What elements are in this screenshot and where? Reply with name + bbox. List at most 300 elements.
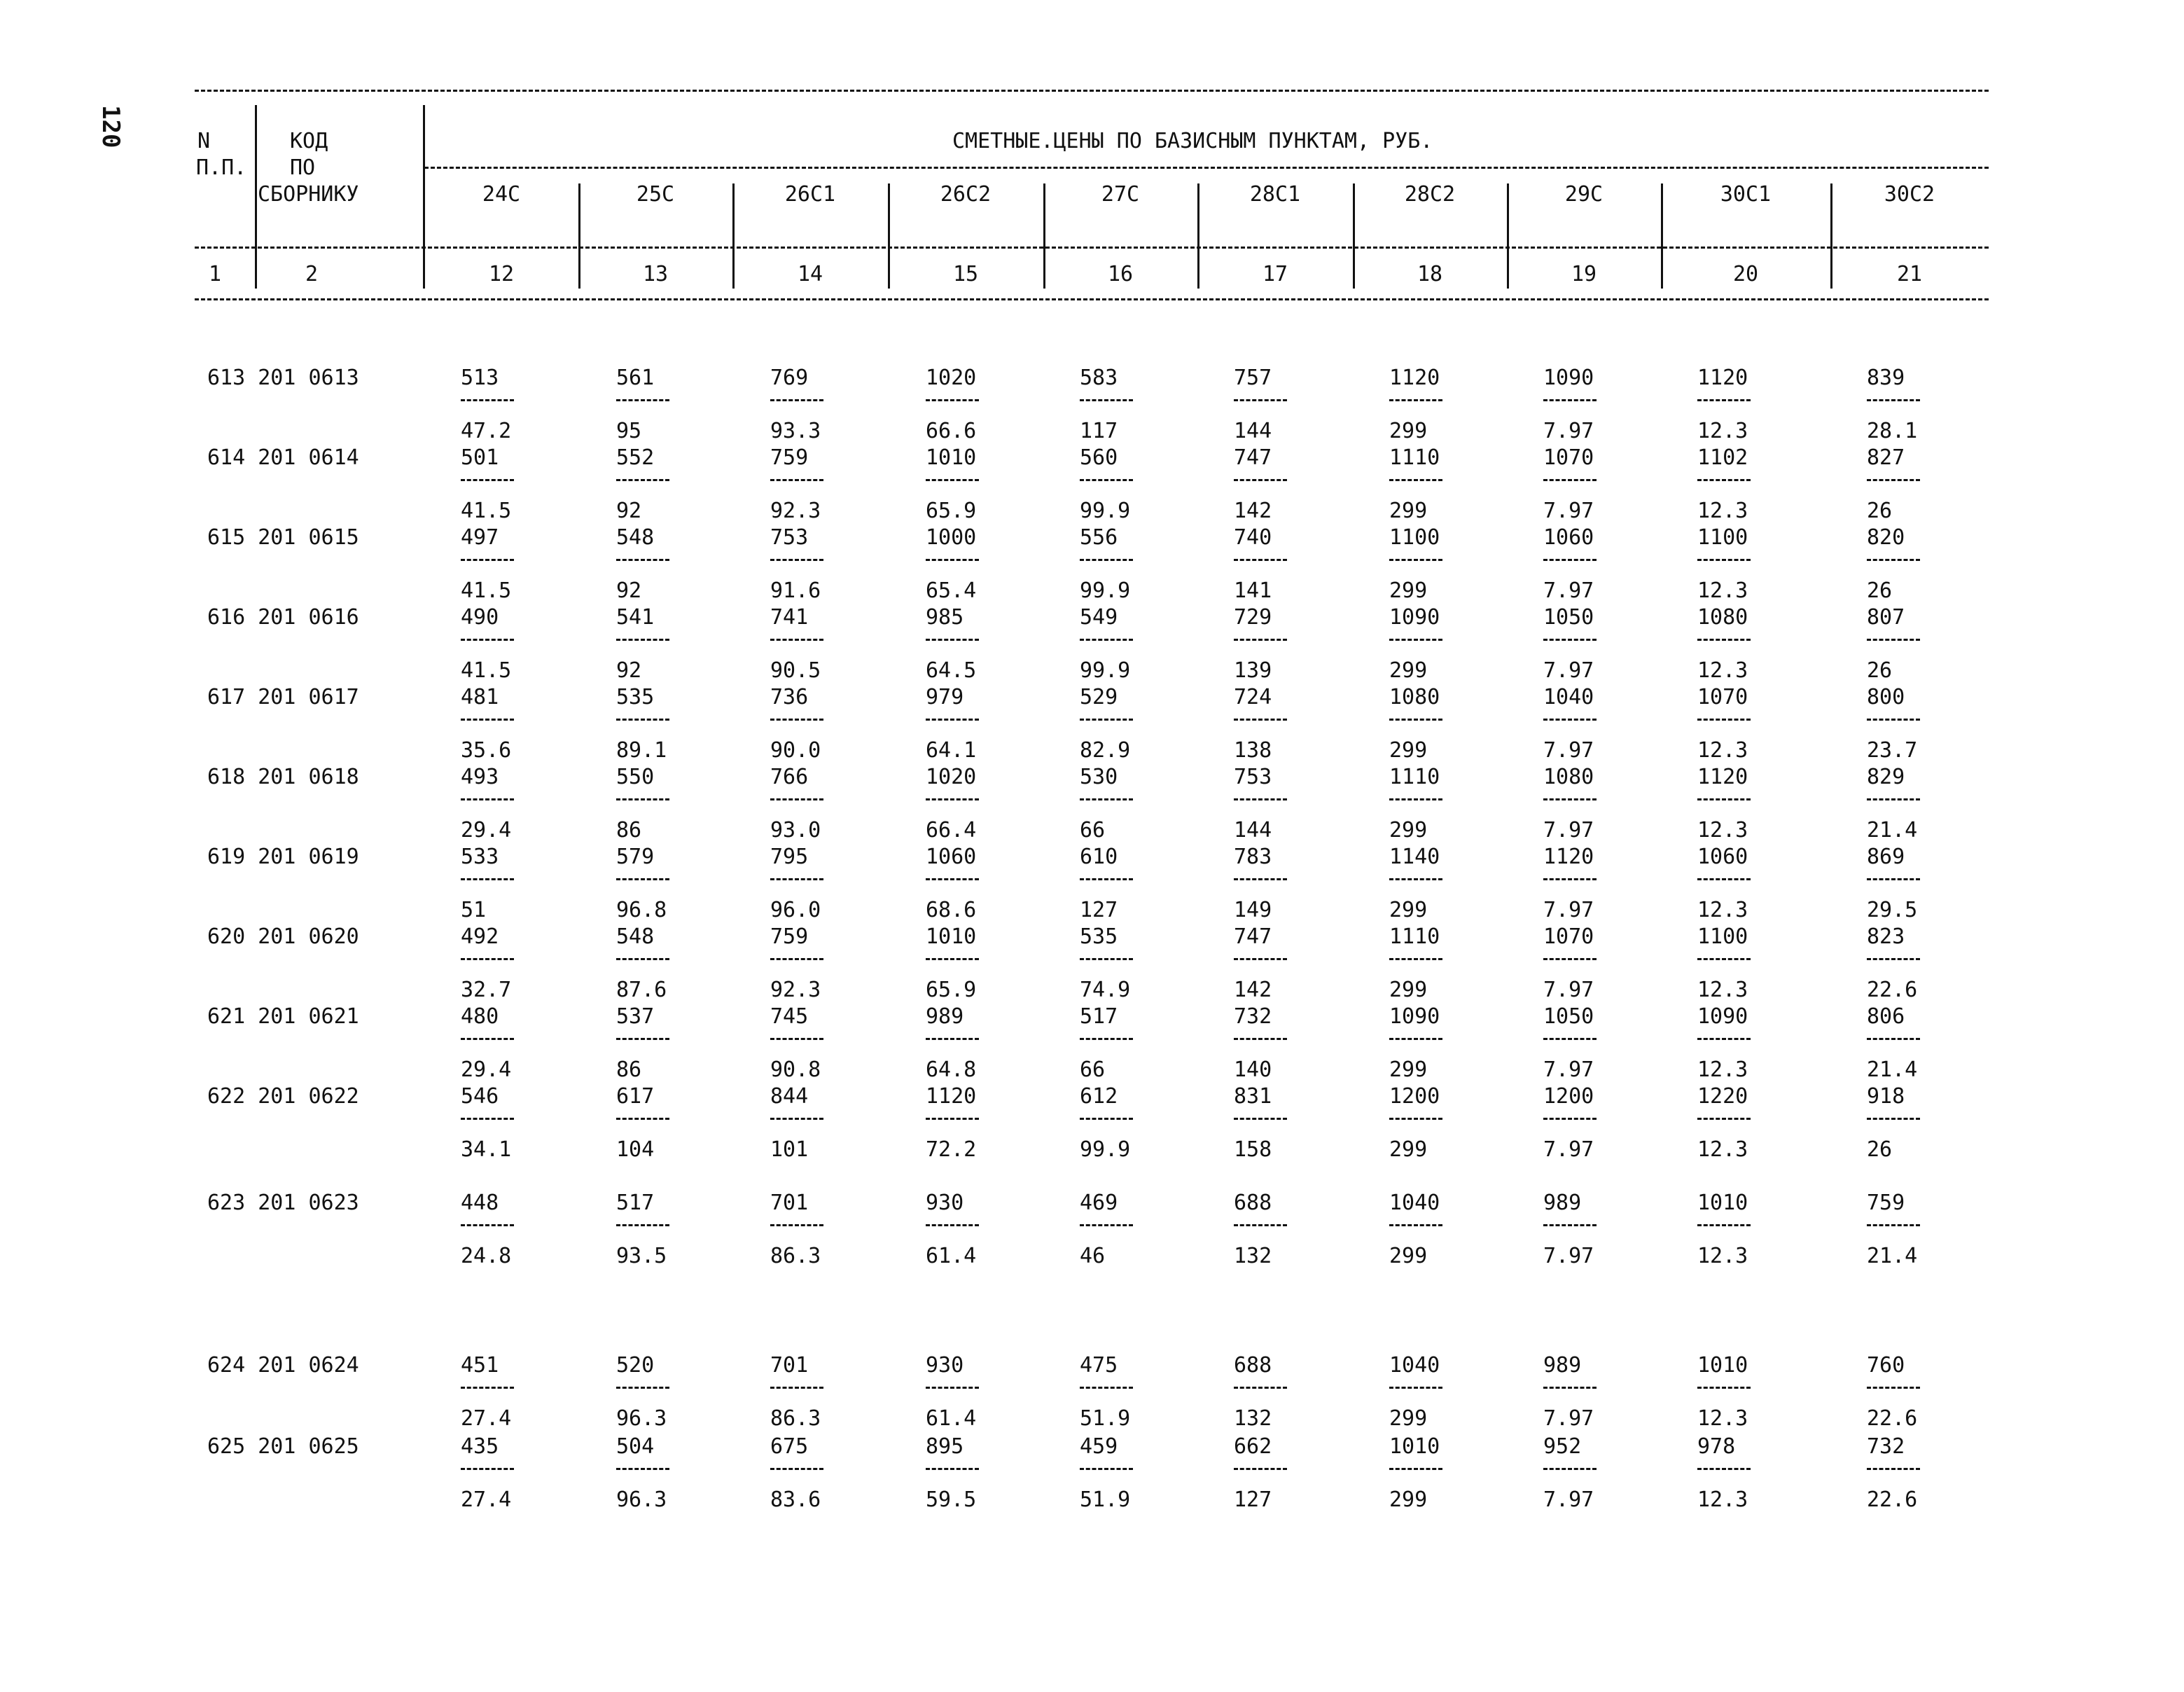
denominator-value: 64.8 <box>926 1058 977 1082</box>
fraction-line <box>1234 559 1287 561</box>
denominator-value: 51.9 <box>1080 1406 1131 1431</box>
denominator-value: 299 <box>1389 738 1428 763</box>
fraction-line <box>1543 399 1597 401</box>
denominator-value: 61.4 <box>926 1244 977 1268</box>
denominator-value: 21.4 <box>1867 1058 1918 1082</box>
fraction-line <box>1867 639 1920 641</box>
denominator-value: 96.0 <box>770 898 821 922</box>
fraction-line <box>1543 1468 1597 1470</box>
fraction-line <box>1080 1118 1133 1120</box>
column-header: 29С <box>1564 182 1604 207</box>
denominator-value: 12.3 <box>1697 578 1748 603</box>
numerator-value: 481 <box>461 685 499 709</box>
fraction-line <box>1080 479 1133 481</box>
fraction-line <box>770 1468 823 1470</box>
row-id: 619 201 0619 <box>207 845 359 869</box>
fraction-line <box>1234 878 1287 880</box>
numerator-value: 769 <box>770 366 809 390</box>
numerator-value: 979 <box>926 685 964 709</box>
numerator-value: 1080 <box>1389 685 1440 709</box>
fraction-line <box>1867 1038 1920 1040</box>
fraction-line <box>770 798 823 800</box>
denominator-value: 66.4 <box>926 818 977 842</box>
numerator-value: 806 <box>1867 1004 1905 1029</box>
numerator-value: 829 <box>1867 765 1905 789</box>
denominator-value: 138 <box>1234 738 1272 763</box>
fraction-line <box>616 1387 669 1389</box>
numerator-value: 827 <box>1867 445 1905 470</box>
fraction-line <box>461 798 514 800</box>
fraction-line <box>1697 1224 1751 1226</box>
denominator-value: 12.3 <box>1697 1406 1748 1431</box>
column-header: 26С1 <box>784 182 836 207</box>
fraction-line <box>1234 1224 1287 1226</box>
fraction-line <box>1543 958 1597 960</box>
numerator-value: 1100 <box>1697 924 1748 949</box>
numerator-value: 583 <box>1080 366 1118 390</box>
code-label-3: СБОРНИКУ <box>258 182 359 207</box>
numerator-value: 1120 <box>926 1084 977 1109</box>
denominator-value: 299 <box>1389 898 1428 922</box>
fraction-line <box>1389 479 1442 481</box>
numerator-value: 732 <box>1234 1004 1272 1029</box>
fraction-line <box>926 639 979 641</box>
column-header: 30С2 <box>1884 182 1935 207</box>
denominator-value: 93.0 <box>770 818 821 842</box>
fraction-line <box>770 878 823 880</box>
numerator-value: 1100 <box>1697 525 1748 550</box>
numerator-value: 529 <box>1080 685 1118 709</box>
fraction-line <box>926 1387 979 1389</box>
denominator-value: 90.8 <box>770 1058 821 1082</box>
denominator-value: 66 <box>1080 818 1106 842</box>
fraction-line <box>461 1038 514 1040</box>
numerator-value: 1120 <box>1697 765 1748 789</box>
fraction-line <box>1234 1468 1287 1470</box>
fraction-line <box>1389 559 1442 561</box>
numerator-value: 1090 <box>1697 1004 1748 1029</box>
fraction-line <box>926 399 979 401</box>
numerator-value: 1020 <box>926 366 977 390</box>
numerator-value: 1080 <box>1543 765 1594 789</box>
numerator-value: 561 <box>616 366 655 390</box>
prices-title-rule <box>424 167 1989 169</box>
numerator-value: 548 <box>616 924 655 949</box>
numerator-value: 612 <box>1080 1084 1118 1109</box>
fraction-line <box>926 958 979 960</box>
page-number: 120 <box>97 105 125 148</box>
denominator-value: 93.5 <box>616 1244 667 1268</box>
denominator-value: 26 <box>1867 658 1893 683</box>
numerator-value: 552 <box>616 445 655 470</box>
fraction-line <box>1389 878 1442 880</box>
fraction-line <box>926 1118 979 1120</box>
denominator-value: 7.97 <box>1543 978 1594 1002</box>
denominator-value: 24.8 <box>461 1244 512 1268</box>
denominator-value: 117 <box>1080 419 1118 443</box>
denominator-value: 23.7 <box>1867 738 1918 763</box>
sep-col <box>732 183 735 289</box>
numerator-value: 579 <box>616 845 655 869</box>
denominator-value: 7.97 <box>1543 898 1594 922</box>
numerator-value: 560 <box>1080 445 1118 470</box>
denominator-value: 7.97 <box>1543 1058 1594 1082</box>
denominator-value: 27.4 <box>461 1488 512 1512</box>
fraction-line <box>1543 1118 1597 1120</box>
fraction-line <box>1867 719 1920 721</box>
numerator-value: 475 <box>1080 1353 1118 1378</box>
denominator-value: 87.6 <box>616 978 667 1002</box>
numerator-value: 548 <box>616 525 655 550</box>
fraction-line <box>616 878 669 880</box>
numerator-value: 1040 <box>1543 685 1594 709</box>
denominator-value: 12.3 <box>1697 1137 1748 1162</box>
denominator-value: 41.5 <box>461 578 512 603</box>
fraction-line <box>1080 559 1133 561</box>
fraction-line <box>616 719 669 721</box>
numerator-value: 435 <box>461 1434 499 1459</box>
fraction-line <box>1867 1118 1920 1120</box>
numerator-value: 1010 <box>1389 1434 1440 1459</box>
numerator-value: 675 <box>770 1434 809 1459</box>
numerator-value: 517 <box>1080 1004 1118 1029</box>
denominator-value: 28.1 <box>1867 419 1918 443</box>
denominator-value: 299 <box>1389 1244 1428 1268</box>
fraction-line <box>1389 719 1442 721</box>
numerator-value: 501 <box>461 445 499 470</box>
denominator-value: 96.3 <box>616 1488 667 1512</box>
denominator-value: 82.9 <box>1080 738 1131 763</box>
denominator-value: 29.4 <box>461 1058 512 1082</box>
row-id: 613 201 0613 <box>207 366 359 390</box>
numerator-value: 918 <box>1867 1084 1905 1109</box>
numerator-value: 759 <box>770 924 809 949</box>
fraction-line <box>461 878 514 880</box>
denominator-value: 74.9 <box>1080 978 1131 1002</box>
fraction-line <box>616 1224 669 1226</box>
sep-col <box>1197 183 1199 289</box>
sep-col <box>888 183 890 289</box>
denominator-value: 91.6 <box>770 578 821 603</box>
fraction-line <box>1697 1468 1751 1470</box>
column-header: 24С <box>482 182 521 207</box>
fraction-line <box>1080 958 1133 960</box>
fraction-line <box>926 878 979 880</box>
numerator-value: 1010 <box>1697 1191 1748 1215</box>
fraction-line <box>461 1387 514 1389</box>
fraction-line <box>1389 1224 1442 1226</box>
denominator-value: 65.4 <box>926 578 977 603</box>
fraction-line <box>770 1387 823 1389</box>
numerator-value: 989 <box>926 1004 964 1029</box>
denominator-value: 7.97 <box>1543 1488 1594 1512</box>
numerator-value: 1050 <box>1543 1004 1594 1029</box>
numerator-value: 1110 <box>1389 765 1440 789</box>
row-id: 616 201 0616 <box>207 605 359 630</box>
denominator-value: 12.3 <box>1697 499 1748 523</box>
fraction-line <box>1867 479 1920 481</box>
fraction-line <box>1867 1224 1920 1226</box>
denominator-value: 7.97 <box>1543 1244 1594 1268</box>
fraction-line <box>770 399 823 401</box>
denominator-value: 299 <box>1389 1137 1428 1162</box>
numerator-value: 459 <box>1080 1434 1118 1459</box>
fraction-line <box>1080 1387 1133 1389</box>
fraction-line <box>461 1224 514 1226</box>
denominator-value: 12.3 <box>1697 978 1748 1002</box>
denominator-value: 7.97 <box>1543 499 1594 523</box>
numerator-value: 1110 <box>1389 445 1440 470</box>
numerator-value: 550 <box>616 765 655 789</box>
fraction-line <box>926 798 979 800</box>
fraction-line <box>1080 639 1133 641</box>
fraction-line <box>1543 719 1597 721</box>
numerator-value: 1040 <box>1389 1191 1440 1215</box>
denominator-value: 99.9 <box>1080 578 1131 603</box>
fraction-line <box>1080 1038 1133 1040</box>
numerator-value: 724 <box>1234 685 1272 709</box>
numerator-value: 469 <box>1080 1191 1118 1215</box>
numerator-value: 701 <box>770 1191 809 1215</box>
denominator-value: 12.3 <box>1697 898 1748 922</box>
numerator-value: 1090 <box>1389 605 1440 630</box>
numerator-value: 1060 <box>1543 525 1594 550</box>
numerator-value: 535 <box>616 685 655 709</box>
fraction-line <box>1867 878 1920 880</box>
fraction-line <box>1080 1224 1133 1226</box>
numerator-value: 662 <box>1234 1434 1272 1459</box>
fraction-line <box>616 958 669 960</box>
column-number: 16 <box>1107 262 1134 286</box>
numerator-value: 1102 <box>1697 445 1748 470</box>
column-number: 13 <box>642 262 669 286</box>
fraction-line <box>461 719 514 721</box>
denominator-value: 95 <box>616 419 642 443</box>
denominator-value: 12.3 <box>1697 1244 1748 1268</box>
denominator-value: 7.97 <box>1543 738 1594 763</box>
numerator-value: 617 <box>616 1084 655 1109</box>
denominator-value: 92.3 <box>770 978 821 1002</box>
numerator-value: 530 <box>1080 765 1118 789</box>
fraction-line <box>1697 479 1751 481</box>
denominator-value: 65.9 <box>926 499 977 523</box>
header-bottom-rule <box>195 298 1989 300</box>
numerator-value: 759 <box>770 445 809 470</box>
numerator-value: 930 <box>926 1353 964 1378</box>
column-number: 19 <box>1571 262 1597 286</box>
denominator-value: 7.97 <box>1543 1137 1594 1162</box>
numerator-value: 1060 <box>1697 845 1748 869</box>
denominator-value: 149 <box>1234 898 1272 922</box>
fraction-line <box>1697 1038 1751 1040</box>
sep-col <box>1507 183 1509 289</box>
fraction-line <box>461 639 514 641</box>
fraction-line <box>616 798 669 800</box>
numerator-value: 952 <box>1543 1434 1582 1459</box>
numerator-value: 451 <box>461 1353 499 1378</box>
numerator-value: 493 <box>461 765 499 789</box>
numerator-value: 490 <box>461 605 499 630</box>
fraction-line <box>1080 1468 1133 1470</box>
denominator-value: 7.97 <box>1543 419 1594 443</box>
column-number: 12 <box>488 262 515 286</box>
denominator-value: 92.3 <box>770 499 821 523</box>
fraction-line <box>1697 559 1751 561</box>
fraction-line <box>1389 1038 1442 1040</box>
sep-col <box>1830 183 1832 289</box>
fraction-line <box>770 1038 823 1040</box>
denominator-value: 64.1 <box>926 738 977 763</box>
denominator-value: 299 <box>1389 1488 1428 1512</box>
denominator-value: 299 <box>1389 818 1428 842</box>
numerator-value: 556 <box>1080 525 1118 550</box>
fraction-line <box>1080 399 1133 401</box>
column-header: 25С <box>636 182 675 207</box>
fraction-line <box>1543 479 1597 481</box>
denominator-value: 299 <box>1389 978 1428 1002</box>
denominator-value: 41.5 <box>461 499 512 523</box>
fraction-line <box>1234 479 1287 481</box>
denominator-value: 141 <box>1234 578 1272 603</box>
fraction-line <box>1389 1387 1442 1389</box>
denominator-value: 22.6 <box>1867 1488 1918 1512</box>
denominator-value: 64.5 <box>926 658 977 683</box>
fraction-line <box>1234 958 1287 960</box>
denominator-value: 21.4 <box>1867 818 1918 842</box>
row-id: 614 201 0614 <box>207 445 359 470</box>
fraction-line <box>461 958 514 960</box>
fraction-line <box>1234 1038 1287 1040</box>
denominator-value: 299 <box>1389 578 1428 603</box>
column-number: 18 <box>1417 262 1443 286</box>
numerator-value: 823 <box>1867 924 1905 949</box>
denominator-value: 12.3 <box>1697 1058 1748 1082</box>
numerator-value: 989 <box>1543 1191 1582 1215</box>
numerator-value: 1220 <box>1697 1084 1748 1109</box>
fraction-line <box>461 1468 514 1470</box>
numerator-value: 736 <box>770 685 809 709</box>
code-col-number: 2 <box>305 262 319 286</box>
denominator-value: 26 <box>1867 1137 1893 1162</box>
fraction-line <box>1697 639 1751 641</box>
fraction-line <box>1697 958 1751 960</box>
numerator-value: 760 <box>1867 1353 1905 1378</box>
numerator-value: 688 <box>1234 1353 1272 1378</box>
column-header: 28С1 <box>1249 182 1301 207</box>
denominator-value: 22.6 <box>1867 1406 1918 1431</box>
fraction-line <box>1867 559 1920 561</box>
denominator-value: 104 <box>616 1137 655 1162</box>
numerator-value: 1010 <box>926 445 977 470</box>
numerator-value: 1090 <box>1543 366 1594 390</box>
row-id: 617 201 0617 <box>207 685 359 709</box>
fraction-line <box>1543 1224 1597 1226</box>
sep-code <box>423 105 425 289</box>
fraction-line <box>1867 958 1920 960</box>
fraction-line <box>1867 798 1920 800</box>
row-id: 615 201 0615 <box>207 525 359 550</box>
denominator-value: 12.3 <box>1697 818 1748 842</box>
fraction-line <box>926 1038 979 1040</box>
numerator-value: 1000 <box>926 525 977 550</box>
fraction-line <box>616 1038 669 1040</box>
denominator-value: 12.3 <box>1697 658 1748 683</box>
column-number: 21 <box>1896 262 1923 286</box>
denominator-value: 86.3 <box>770 1406 821 1431</box>
fraction-line <box>1697 1118 1751 1120</box>
sep-col <box>1661 183 1663 289</box>
numerator-value: 504 <box>616 1434 655 1459</box>
numerator-value: 1080 <box>1697 605 1748 630</box>
fraction-line <box>461 479 514 481</box>
denominator-value: 96.3 <box>616 1406 667 1431</box>
fraction-line <box>1389 639 1442 641</box>
row-id: 622 201 0622 <box>207 1084 359 1109</box>
denominator-value: 46 <box>1080 1244 1106 1268</box>
denominator-value: 12.3 <box>1697 419 1748 443</box>
fraction-line <box>1867 1387 1920 1389</box>
denominator-value: 32.7 <box>461 978 512 1002</box>
fraction-line <box>1389 798 1442 800</box>
numerator-value: 513 <box>461 366 499 390</box>
code-label-1: КОД <box>290 129 328 153</box>
numerator-value: 1010 <box>1697 1353 1748 1378</box>
denominator-value: 35.6 <box>461 738 512 763</box>
numerator-value: 753 <box>1234 765 1272 789</box>
numerator-value: 783 <box>1234 845 1272 869</box>
fraction-line <box>926 719 979 721</box>
denominator-value: 92 <box>616 658 642 683</box>
denominator-value: 142 <box>1234 499 1272 523</box>
denominator-value: 12.3 <box>1697 1488 1748 1512</box>
fraction-line <box>616 479 669 481</box>
column-header: 27С <box>1101 182 1140 207</box>
fraction-line <box>616 1468 669 1470</box>
denominator-value: 99.9 <box>1080 499 1131 523</box>
fraction-line <box>1543 559 1597 561</box>
code-label-2: ПО <box>290 155 316 180</box>
numerator-value: 610 <box>1080 845 1118 869</box>
sep-col <box>578 183 580 289</box>
np-label-top: N <box>197 129 211 153</box>
denominator-value: 26 <box>1867 578 1893 603</box>
denominator-value: 101 <box>770 1137 809 1162</box>
fraction-line <box>926 559 979 561</box>
fraction-line <box>926 1224 979 1226</box>
fraction-line <box>770 1224 823 1226</box>
denominator-value: 96.8 <box>616 898 667 922</box>
denominator-value: 90.0 <box>770 738 821 763</box>
denominator-value: 68.6 <box>926 898 977 922</box>
denominator-value: 93.3 <box>770 419 821 443</box>
denominator-value: 7.97 <box>1543 578 1594 603</box>
denominator-value: 66 <box>1080 1058 1106 1082</box>
fraction-line <box>461 1118 514 1120</box>
row-id: 623 201 0623 <box>207 1191 359 1215</box>
numerator-value: 766 <box>770 765 809 789</box>
denominator-value: 144 <box>1234 818 1272 842</box>
numerator-value: 844 <box>770 1084 809 1109</box>
numerator-value: 520 <box>616 1353 655 1378</box>
fraction-line <box>770 639 823 641</box>
column-number: 20 <box>1732 262 1759 286</box>
denominator-value: 90.5 <box>770 658 821 683</box>
numerator-value: 795 <box>770 845 809 869</box>
numerator-value: 1070 <box>1543 924 1594 949</box>
numerator-value: 978 <box>1697 1434 1736 1459</box>
fraction-line <box>1867 399 1920 401</box>
denominator-value: 21.4 <box>1867 1244 1918 1268</box>
